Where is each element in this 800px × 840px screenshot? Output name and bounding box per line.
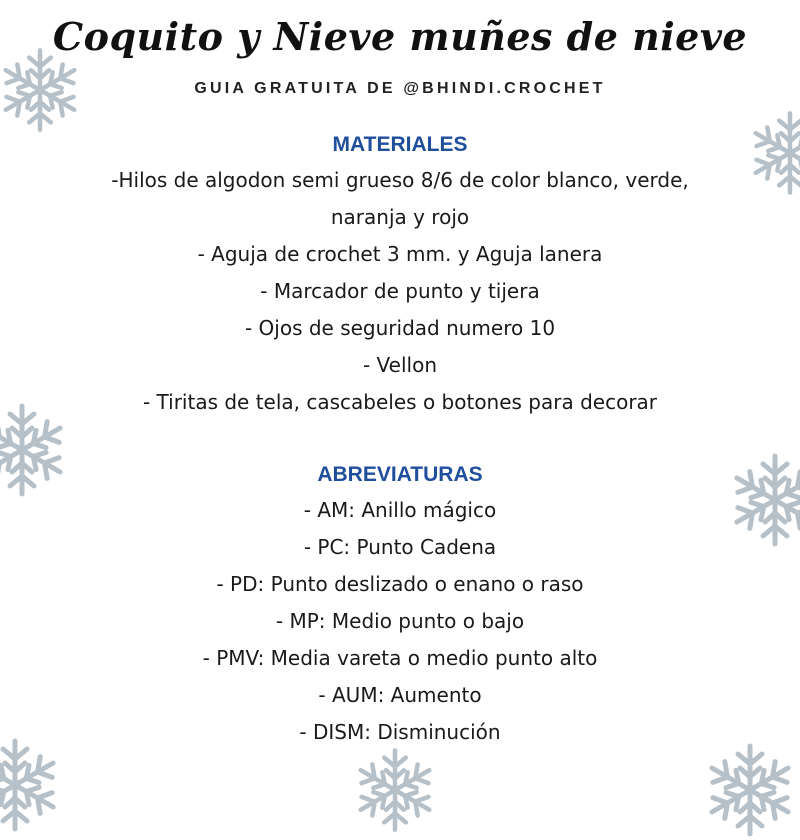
- materiales-line: - Tiritas de tela, cascabeles o botones para decorar: [142, 390, 658, 414]
- abreviaturas-line: - MP: Medio punto o bajo: [275, 609, 525, 633]
- snowflake-icon: [700, 740, 800, 840]
- materiales-line: naranja y rojo: [330, 205, 470, 229]
- abreviaturas-section: [60, 460, 740, 751]
- materiales-section: [60, 130, 740, 421]
- snowflake-icon: [0, 735, 65, 835]
- abreviaturas-line: - PMV: Media vareta o medio punto alto: [202, 646, 598, 670]
- materiales-line: -Hilos de algodon semi grueso 8/6 de color blanco, verde,: [111, 168, 689, 192]
- abreviaturas-line: - PD: Punto deslizado o enano o raso: [216, 572, 584, 596]
- abreviaturas-line: - PC: Punto Cadena: [303, 535, 497, 559]
- abreviaturas-line: - AM: Anillo mágico: [303, 498, 497, 522]
- snowflake-icon: [745, 108, 800, 198]
- materiales-heading: MATERIALES: [332, 133, 468, 156]
- snowflake-icon: [350, 745, 440, 835]
- abreviaturas-line: - DISM: Disminución: [299, 720, 501, 744]
- materiales-line: - Ojos de seguridad numero 10: [244, 316, 556, 340]
- abreviaturas-line: - AUM: Aumento: [318, 683, 482, 707]
- materiales-line: - Vellon: [362, 353, 438, 377]
- abreviaturas-heading: ABREVIATURAS: [317, 463, 483, 486]
- materiales-line: - Marcador de punto y tijera: [260, 279, 540, 303]
- page-subtitle: GUIA GRATUITA DE @BHINDI.CROCHET: [194, 80, 606, 97]
- page-title: Coquito y Nieve muñes de nieve: [52, 14, 748, 59]
- materiales-line: - Aguja de crochet 3 mm. y Aguja lanera: [197, 242, 603, 266]
